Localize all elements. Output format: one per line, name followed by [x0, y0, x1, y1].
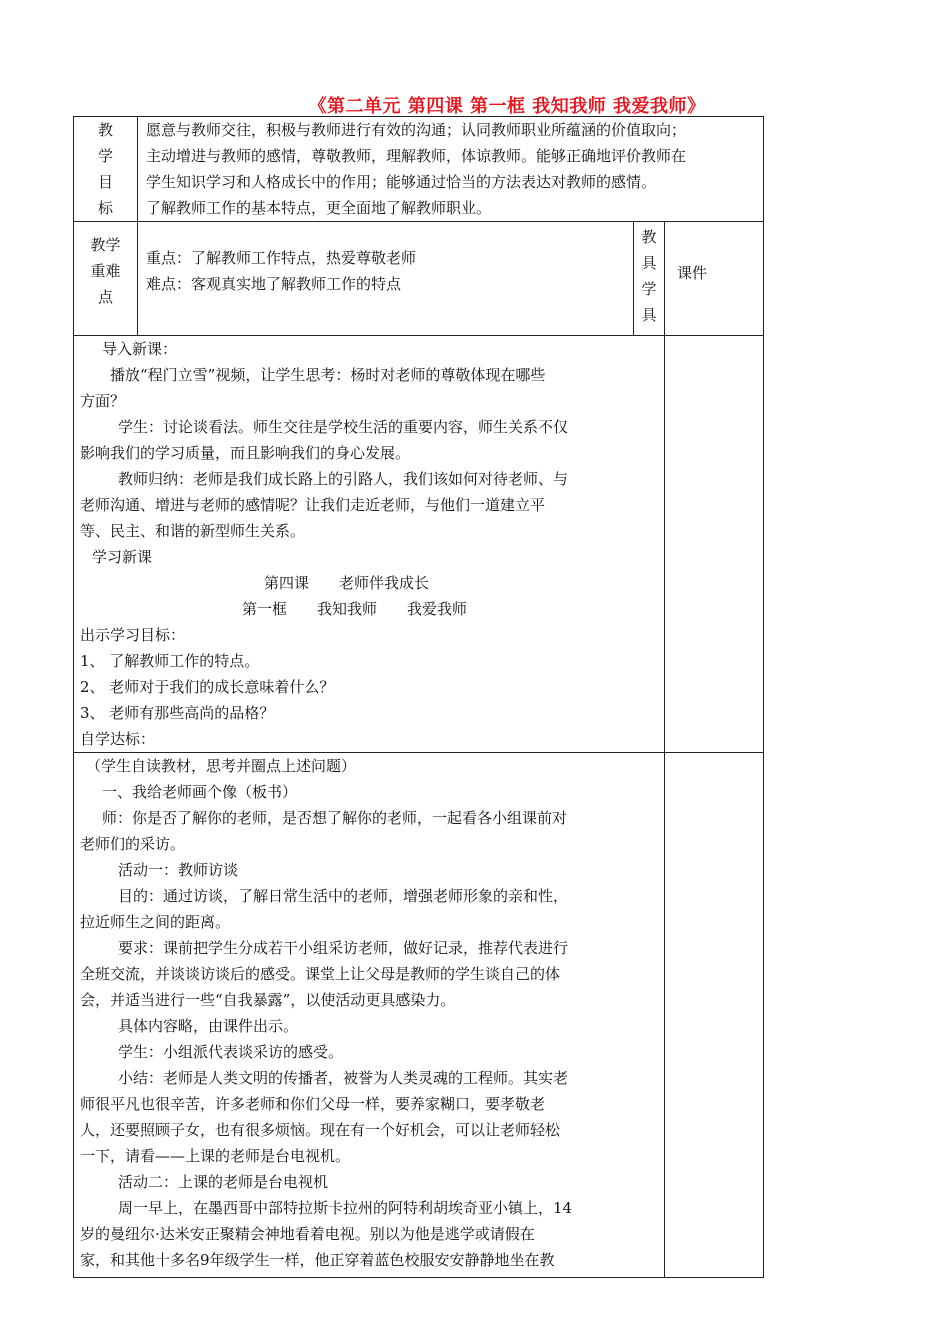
- key-points-row: [74, 222, 764, 336]
- key-point: 重点：了解教师工作特点，热爱尊敬老师: [146, 249, 417, 267]
- intro-row: [74, 336, 764, 753]
- objectives-line: 学生知识学习和人格成长中的作用；能够通过恰当的方法表达对教师的感情。: [146, 173, 657, 191]
- lesson-title: 第四课 老师伴我成长: [264, 574, 430, 592]
- goal-item: 1、 了解教师工作的特点。: [80, 652, 260, 670]
- activity-content: （学生自读教材，思考并圈点上述问题） 一、我给老师画个像（板书） 师：你是否了解你的老师，是否想了解你的老师，一起看各小组课前对 老师们的采访。 活动一：教师访谈 目的：通过访谈，了解日常生活中的老师，增强老师形象的亲和性， 拉近师生之间的距离。 要求：课前把学生分成若干小组采访老师，做好记录，推荐代表进行 全班交流，并谈谈访谈后的感受。课堂上让父母是教师的学生谈自己的体 会，并适当进行一些“自我暴露”，以使活动更具感染力。 具体内容略，由课件出示。 学生：小组派代表谈采访的感受。 小结：老师是人类文明的传播者，被誉为人类灵魂的工程师。其实老 师很平凡也很辛苦，许多老师和你们父母一样，要养家糊口，要孝敬老 人，还要照顾子女，也有很多烦恼。现在有一个好机会，可以让老师轻松 一下，请看——上课的老师是台电视机。 活动二：上课的老师是台电视机 周一早上，在墨西哥中部特拉斯卡拉州的阿特利胡埃奇亚小镇上，14 岁的曼纽尔·达米安正聚精会神地看着电视。别以为他是逃学或请假在 家，和其他十多名9年级学生一样，他正穿着蓝色校服安安静静地坐在教: [74, 753, 665, 1278]
- objectives-row: [74, 117, 764, 222]
- tools-label: 教 具 学 具: [634, 222, 665, 336]
- key-points-content: [138, 222, 634, 336]
- frame-title: 第一框 我知我师 我爱我师: [242, 600, 468, 618]
- intro-notes: [665, 336, 764, 753]
- activity-row: [74, 753, 764, 1278]
- objectives-line: 愿意与教师交往，积极与教师进行有效的沟通；认同教师职业所蕴涵的价值取向；: [146, 121, 687, 139]
- intro-content: 导入新课： 播放“程门立雪”视频，让学生思考：杨时对老师的尊敬体现在哪些 方面？ 学生：讨论谈看法。师生交往是学校生活的重要内容，师生关系不仅 影响我们的学习质量，而且影响我们的身心发展。 教师归纳：老师是我们成长路上的引路人，我们该如何对待老师、与 老师沟通、增进与老师的感情呢？让我们走近老师，与他们一道建立平 等、民主、和谐的新型师生关系。 学习新课 第四课 老师伴我成长 第一框 我知我师 我爱我师 出示学习目标： 1、 了解教师工作的特点。 2、 老师对于我们的成长意味着什么？ 3、 老师有那些高尚的品格？ 自学达标：: [74, 336, 665, 753]
- difficult-point: 难点：客观真实地了解教师工作的特点: [146, 275, 402, 293]
- objectives-line: 主动增进与教师的感情，尊敬教师，理解教师，体谅教师。能够正确地评价教师在: [146, 147, 687, 165]
- activity-notes: [665, 753, 764, 1278]
- key-points-label: 教学 重难 点: [74, 222, 138, 336]
- objectives-content: [138, 117, 764, 222]
- goal-item: 3、 老师有那些高尚的品格？: [80, 704, 275, 722]
- document-title: 《第二单元 第四课 第一框 我知我师 我爱我师》: [308, 96, 706, 117]
- objectives-line: 了解教师工作的基本特点，更全面地了解教师职业。: [146, 199, 492, 217]
- goal-item: 2、 老师对于我们的成长意味着什么？: [80, 678, 335, 696]
- tools-value: 课件: [665, 222, 764, 336]
- objectives-label: 教 学 目 标: [74, 117, 138, 222]
- lesson-plan-table: [73, 116, 764, 1278]
